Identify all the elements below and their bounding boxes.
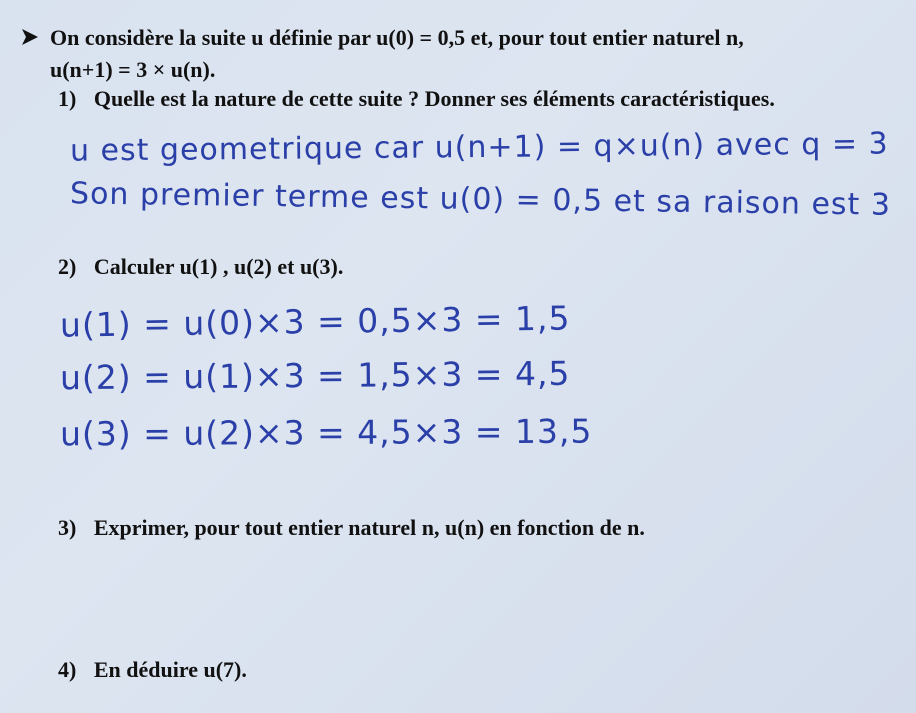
question-1 <box>58 86 775 112</box>
question-text: En déduire u(7). <box>93 657 247 682</box>
question-2 <box>58 254 343 280</box>
question-text: Quelle est la nature de cette suite ? Donner ses éléments caractéristiques. <box>93 86 775 111</box>
question-text: Exprimer, pour tout entier naturel n, u(n) en fonction de n. <box>93 515 645 540</box>
question-text: Calculer u(1) , u(2) et u(3). <box>93 254 344 279</box>
intro-line-1: On considère la suite u définie par u(0) = 0,5 et, pour tout entier naturel n, <box>50 25 744 50</box>
question-4 <box>58 657 247 683</box>
question-3 <box>58 515 645 541</box>
answer-q2-line-2: u(2) = u(1)×3 = 1,5×3 = 4,5 <box>59 353 571 398</box>
question-label: 1) <box>58 86 77 111</box>
answer-q2-line-3: u(3) = u(2)×3 = 4,5×3 = 13,5 <box>59 411 593 454</box>
question-label: 3) <box>58 515 77 540</box>
answer-q2-line-1: u(1) = u(0)×3 = 0,5×3 = 1,5 <box>59 298 571 345</box>
answer-q1-line-2: Son premier terme est u(0) = 0,5 et sa raison est 3 <box>69 176 892 223</box>
arrowhead-bullet-icon <box>20 27 40 47</box>
intro-line-2: u(n+1) = 3 × u(n). <box>50 57 216 82</box>
question-label: 4) <box>58 657 77 682</box>
question-label: 2) <box>58 254 77 279</box>
answer-q1-line-1: u est geometrique car u(n+1) = q×u(n) avec q = 3 <box>69 126 889 169</box>
